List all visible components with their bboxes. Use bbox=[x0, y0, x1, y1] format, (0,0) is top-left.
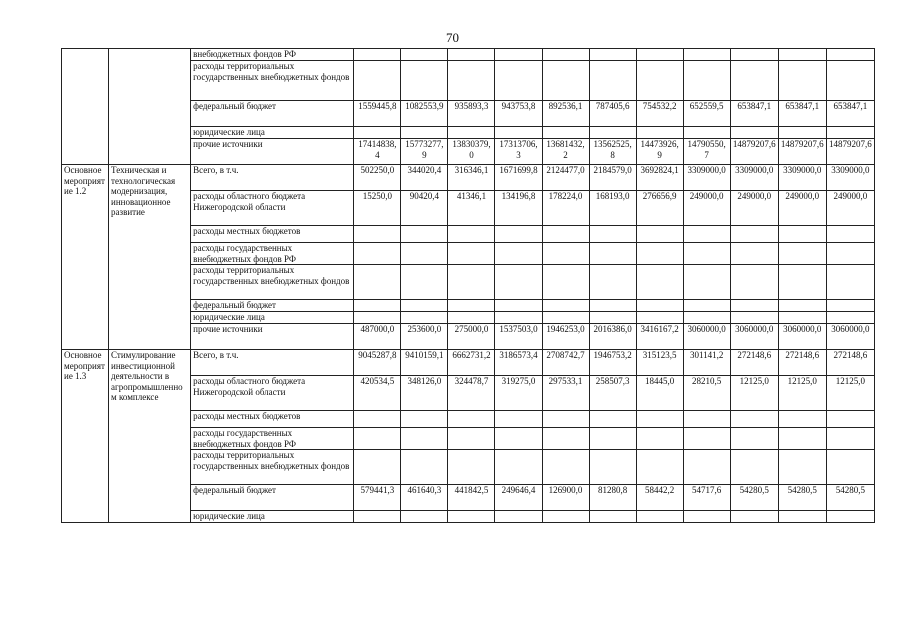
value-cell: 3060000,0 bbox=[683, 324, 730, 350]
value-cell bbox=[589, 243, 636, 265]
funding-source-cell: внебюджетных фондов РФ bbox=[191, 49, 354, 61]
value-cell bbox=[589, 265, 636, 300]
value-cell bbox=[730, 300, 778, 312]
value-cell bbox=[683, 49, 730, 61]
value-cell bbox=[589, 411, 636, 428]
value-cell bbox=[401, 511, 448, 523]
value-cell bbox=[542, 300, 589, 312]
value-cell bbox=[730, 127, 778, 139]
funding-source-cell: Всего, в т.ч. bbox=[191, 165, 354, 191]
value-cell bbox=[542, 511, 589, 523]
value-cell: 1671699,8 bbox=[495, 165, 542, 191]
value-cell bbox=[542, 127, 589, 139]
value-cell: 324478,7 bbox=[448, 376, 495, 411]
value-cell bbox=[354, 428, 401, 450]
value-cell bbox=[636, 226, 683, 243]
value-cell: 3060000,0 bbox=[778, 324, 826, 350]
value-cell: 461640,3 bbox=[401, 485, 448, 511]
value-cell bbox=[589, 127, 636, 139]
value-cell bbox=[448, 511, 495, 523]
value-cell: 12125,0 bbox=[730, 376, 778, 411]
value-cell: 2124477,0 bbox=[542, 165, 589, 191]
measure-title-cell: Техническая и технологическая модернизация, инновационное развитие bbox=[109, 165, 191, 350]
value-cell bbox=[826, 312, 874, 324]
value-cell bbox=[542, 226, 589, 243]
value-cell bbox=[354, 265, 401, 300]
value-cell: 41346,1 bbox=[448, 191, 495, 226]
financing-table bbox=[61, 48, 875, 523]
value-cell bbox=[826, 411, 874, 428]
value-cell: 178224,0 bbox=[542, 191, 589, 226]
value-cell: 2708742,7 bbox=[542, 350, 589, 376]
value-cell: 2184579,0 bbox=[589, 165, 636, 191]
value-cell bbox=[542, 411, 589, 428]
value-cell: 14879207,6 bbox=[730, 139, 778, 165]
value-cell: 3309000,0 bbox=[778, 165, 826, 191]
value-cell bbox=[778, 265, 826, 300]
value-cell bbox=[401, 49, 448, 61]
value-cell: 1559445,8 bbox=[354, 101, 401, 127]
funding-source-cell: прочие источники bbox=[191, 139, 354, 165]
value-cell bbox=[354, 61, 401, 101]
value-cell bbox=[636, 428, 683, 450]
value-cell: 253600,0 bbox=[401, 324, 448, 350]
value-cell bbox=[778, 226, 826, 243]
value-cell: 126900,0 bbox=[542, 485, 589, 511]
value-cell bbox=[826, 428, 874, 450]
value-cell bbox=[778, 428, 826, 450]
value-cell bbox=[826, 300, 874, 312]
table-row bbox=[62, 165, 875, 191]
funding-source-cell: расходы территориальных государственных внебюджетных фондов bbox=[191, 450, 354, 485]
value-cell bbox=[495, 226, 542, 243]
value-cell bbox=[448, 312, 495, 324]
value-cell bbox=[401, 226, 448, 243]
value-cell: 54280,5 bbox=[826, 485, 874, 511]
value-cell bbox=[683, 243, 730, 265]
value-cell bbox=[448, 300, 495, 312]
value-cell: 935893,3 bbox=[448, 101, 495, 127]
value-cell bbox=[636, 300, 683, 312]
value-cell: 14879207,6 bbox=[826, 139, 874, 165]
value-cell: 14790550,7 bbox=[683, 139, 730, 165]
value-cell bbox=[401, 265, 448, 300]
value-cell: 315123,5 bbox=[636, 350, 683, 376]
value-cell: 579441,3 bbox=[354, 485, 401, 511]
value-cell: 297533,1 bbox=[542, 376, 589, 411]
value-cell bbox=[730, 511, 778, 523]
value-cell: 14473926,9 bbox=[636, 139, 683, 165]
value-cell bbox=[354, 312, 401, 324]
value-cell bbox=[826, 49, 874, 61]
funding-source-cell: расходы областного бюджета Нижегородской области bbox=[191, 376, 354, 411]
value-cell bbox=[636, 61, 683, 101]
value-cell: 54280,5 bbox=[730, 485, 778, 511]
value-cell bbox=[636, 312, 683, 324]
value-cell bbox=[589, 61, 636, 101]
value-cell bbox=[636, 450, 683, 485]
value-cell bbox=[448, 428, 495, 450]
value-cell: 272148,6 bbox=[730, 350, 778, 376]
funding-source-cell: юридические лица bbox=[191, 127, 354, 139]
value-cell: 487000,0 bbox=[354, 324, 401, 350]
value-cell bbox=[683, 265, 730, 300]
value-cell bbox=[778, 127, 826, 139]
value-cell bbox=[448, 243, 495, 265]
value-cell: 249646,4 bbox=[495, 485, 542, 511]
value-cell bbox=[542, 428, 589, 450]
value-cell bbox=[683, 300, 730, 312]
value-cell bbox=[589, 428, 636, 450]
value-cell: 15773277,9 bbox=[401, 139, 448, 165]
value-cell: 348126,0 bbox=[401, 376, 448, 411]
funding-source-cell: федеральный бюджет bbox=[191, 485, 354, 511]
value-cell bbox=[542, 312, 589, 324]
measure-title-cell: Стимулирование инвестиционной деятельности в агропромышленном комплексе bbox=[109, 350, 191, 523]
value-cell bbox=[589, 300, 636, 312]
value-cell bbox=[542, 49, 589, 61]
value-cell bbox=[730, 428, 778, 450]
value-cell: 17414838,4 bbox=[354, 139, 401, 165]
value-cell bbox=[448, 226, 495, 243]
value-cell bbox=[401, 428, 448, 450]
value-cell bbox=[778, 312, 826, 324]
value-cell bbox=[730, 226, 778, 243]
value-cell bbox=[778, 243, 826, 265]
value-cell: 17313706,3 bbox=[495, 139, 542, 165]
value-cell bbox=[730, 411, 778, 428]
value-cell bbox=[636, 243, 683, 265]
value-cell bbox=[778, 61, 826, 101]
value-cell bbox=[448, 127, 495, 139]
value-cell bbox=[542, 61, 589, 101]
funding-source-cell: юридические лица bbox=[191, 312, 354, 324]
value-cell bbox=[826, 265, 874, 300]
value-cell: 420534,5 bbox=[354, 376, 401, 411]
value-cell bbox=[542, 450, 589, 485]
value-cell: 653847,1 bbox=[778, 101, 826, 127]
value-cell: 249000,0 bbox=[826, 191, 874, 226]
value-cell: 275000,0 bbox=[448, 324, 495, 350]
value-cell: 3692824,1 bbox=[636, 165, 683, 191]
measure-title-cell bbox=[109, 49, 191, 165]
value-cell: 1946753,2 bbox=[589, 350, 636, 376]
page-number: 70 bbox=[446, 30, 459, 45]
value-cell: 441842,5 bbox=[448, 485, 495, 511]
value-cell bbox=[589, 226, 636, 243]
funding-source-cell: расходы местных бюджетов bbox=[191, 411, 354, 428]
value-cell: 13562525,8 bbox=[589, 139, 636, 165]
value-cell: 13681432,2 bbox=[542, 139, 589, 165]
funding-source-cell: федеральный бюджет bbox=[191, 300, 354, 312]
value-cell bbox=[495, 411, 542, 428]
value-cell: 787405,6 bbox=[589, 101, 636, 127]
value-cell bbox=[495, 300, 542, 312]
value-cell: 249000,0 bbox=[778, 191, 826, 226]
value-cell: 12125,0 bbox=[778, 376, 826, 411]
value-cell: 3309000,0 bbox=[683, 165, 730, 191]
value-cell bbox=[542, 243, 589, 265]
funding-source-cell: юридические лица bbox=[191, 511, 354, 523]
value-cell: 272148,6 bbox=[826, 350, 874, 376]
program-measure-cell: Основное мероприятие 1.3 bbox=[62, 350, 109, 523]
table-body bbox=[62, 49, 875, 523]
value-cell bbox=[826, 226, 874, 243]
value-cell bbox=[636, 49, 683, 61]
value-cell bbox=[826, 243, 874, 265]
value-cell: 249000,0 bbox=[730, 191, 778, 226]
value-cell: 653847,1 bbox=[730, 101, 778, 127]
value-cell: 272148,6 bbox=[778, 350, 826, 376]
value-cell bbox=[354, 450, 401, 485]
value-cell bbox=[778, 450, 826, 485]
funding-source-cell: расходы областного бюджета Нижегородской области bbox=[191, 191, 354, 226]
value-cell: 258507,3 bbox=[589, 376, 636, 411]
value-cell: 892536,1 bbox=[542, 101, 589, 127]
value-cell: 58442,2 bbox=[636, 485, 683, 511]
value-cell bbox=[778, 300, 826, 312]
value-cell: 9410159,1 bbox=[401, 350, 448, 376]
value-cell bbox=[354, 411, 401, 428]
value-cell bbox=[542, 265, 589, 300]
value-cell bbox=[495, 243, 542, 265]
funding-source-cell: Всего, в т.ч. bbox=[191, 350, 354, 376]
funding-source-cell: расходы государственных внебюджетных фондов РФ bbox=[191, 428, 354, 450]
value-cell bbox=[826, 61, 874, 101]
value-cell bbox=[448, 450, 495, 485]
value-cell: 1082553,9 bbox=[401, 101, 448, 127]
value-cell bbox=[448, 49, 495, 61]
value-cell: 3416167,2 bbox=[636, 324, 683, 350]
value-cell bbox=[636, 511, 683, 523]
value-cell: 943753,8 bbox=[495, 101, 542, 127]
value-cell: 54280,5 bbox=[778, 485, 826, 511]
value-cell bbox=[683, 450, 730, 485]
value-cell: 28210,5 bbox=[683, 376, 730, 411]
value-cell bbox=[778, 411, 826, 428]
value-cell bbox=[448, 265, 495, 300]
value-cell: 3060000,0 bbox=[826, 324, 874, 350]
value-cell bbox=[401, 411, 448, 428]
value-cell: 249000,0 bbox=[683, 191, 730, 226]
funding-source-cell: прочие источники bbox=[191, 324, 354, 350]
value-cell: 9045287,8 bbox=[354, 350, 401, 376]
value-cell bbox=[730, 265, 778, 300]
value-cell bbox=[448, 411, 495, 428]
value-cell: 502250,0 bbox=[354, 165, 401, 191]
value-cell bbox=[354, 49, 401, 61]
value-cell: 316346,1 bbox=[448, 165, 495, 191]
value-cell bbox=[683, 411, 730, 428]
value-cell: 319275,0 bbox=[495, 376, 542, 411]
value-cell bbox=[401, 312, 448, 324]
value-cell bbox=[495, 127, 542, 139]
value-cell bbox=[495, 511, 542, 523]
value-cell bbox=[730, 450, 778, 485]
value-cell bbox=[495, 265, 542, 300]
value-cell: 90420,4 bbox=[401, 191, 448, 226]
funding-source-cell: расходы территориальных государственных внебюджетных фондов bbox=[191, 61, 354, 101]
funding-source-cell: расходы территориальных государственных внебюджетных фондов bbox=[191, 265, 354, 300]
value-cell bbox=[730, 243, 778, 265]
value-cell bbox=[589, 312, 636, 324]
funding-source-cell: федеральный бюджет bbox=[191, 101, 354, 127]
value-cell: 344020,4 bbox=[401, 165, 448, 191]
value-cell bbox=[589, 49, 636, 61]
value-cell: 6662731,2 bbox=[448, 350, 495, 376]
value-cell bbox=[495, 61, 542, 101]
value-cell bbox=[683, 226, 730, 243]
value-cell: 3186573,4 bbox=[495, 350, 542, 376]
value-cell bbox=[495, 428, 542, 450]
value-cell bbox=[730, 312, 778, 324]
value-cell: 81280,8 bbox=[589, 485, 636, 511]
value-cell bbox=[730, 49, 778, 61]
value-cell bbox=[730, 61, 778, 101]
value-cell bbox=[448, 61, 495, 101]
value-cell bbox=[354, 243, 401, 265]
value-cell bbox=[683, 127, 730, 139]
value-cell bbox=[636, 411, 683, 428]
value-cell bbox=[826, 127, 874, 139]
table-row bbox=[62, 350, 875, 376]
value-cell: 3309000,0 bbox=[730, 165, 778, 191]
value-cell bbox=[589, 511, 636, 523]
value-cell bbox=[354, 127, 401, 139]
value-cell bbox=[636, 127, 683, 139]
value-cell bbox=[826, 450, 874, 485]
value-cell bbox=[354, 511, 401, 523]
program-measure-cell: Основное мероприятие 1.2 bbox=[62, 165, 109, 350]
value-cell: 168193,0 bbox=[589, 191, 636, 226]
value-cell: 14879207,6 bbox=[778, 139, 826, 165]
value-cell bbox=[401, 61, 448, 101]
value-cell: 134196,8 bbox=[495, 191, 542, 226]
value-cell bbox=[495, 49, 542, 61]
value-cell: 1946253,0 bbox=[542, 324, 589, 350]
value-cell bbox=[826, 511, 874, 523]
value-cell: 13830379,0 bbox=[448, 139, 495, 165]
value-cell: 18445,0 bbox=[636, 376, 683, 411]
value-cell: 276656,9 bbox=[636, 191, 683, 226]
value-cell: 3309000,0 bbox=[826, 165, 874, 191]
value-cell: 754532,2 bbox=[636, 101, 683, 127]
value-cell bbox=[401, 243, 448, 265]
value-cell: 2016386,0 bbox=[589, 324, 636, 350]
value-cell bbox=[354, 300, 401, 312]
value-cell bbox=[683, 312, 730, 324]
value-cell: 15250,0 bbox=[354, 191, 401, 226]
value-cell bbox=[495, 450, 542, 485]
value-cell bbox=[683, 61, 730, 101]
value-cell bbox=[683, 428, 730, 450]
value-cell bbox=[401, 450, 448, 485]
value-cell: 12125,0 bbox=[826, 376, 874, 411]
value-cell bbox=[778, 49, 826, 61]
table-row bbox=[62, 49, 875, 61]
value-cell: 3060000,0 bbox=[730, 324, 778, 350]
value-cell: 1537503,0 bbox=[495, 324, 542, 350]
value-cell: 653847,1 bbox=[826, 101, 874, 127]
program-measure-cell bbox=[62, 49, 109, 165]
value-cell bbox=[354, 226, 401, 243]
value-cell: 54717,6 bbox=[683, 485, 730, 511]
value-cell bbox=[778, 511, 826, 523]
funding-source-cell: расходы местных бюджетов bbox=[191, 226, 354, 243]
value-cell bbox=[589, 450, 636, 485]
value-cell: 301141,2 bbox=[683, 350, 730, 376]
funding-source-cell: расходы государственных внебюджетных фондов РФ bbox=[191, 243, 354, 265]
value-cell bbox=[401, 127, 448, 139]
value-cell bbox=[495, 312, 542, 324]
value-cell bbox=[683, 511, 730, 523]
value-cell bbox=[636, 265, 683, 300]
value-cell bbox=[401, 300, 448, 312]
value-cell: 652559,5 bbox=[683, 101, 730, 127]
